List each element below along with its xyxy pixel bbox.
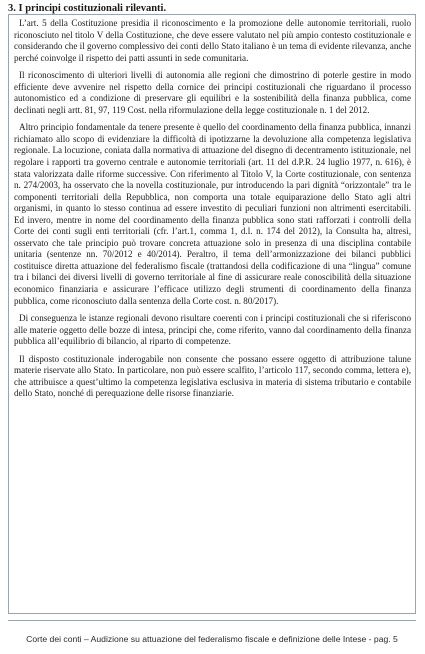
paragraph-2: Il riconoscimento di ulteriori livelli di autonomia alle regioni che dimostrino di poterle gestire in modo efficiente deve avvenire nel rispetto della cornice dei principi costituzionali che riguardano il processo autonomistico ed a condizione di preservare gli equilibri e la sostenibilità della finanza pubblica, come declinati negli artt. 81, 97, 119 Cost. nella riformulazione della legge costituzionale n. 1 del 2012. — [14, 70, 411, 115]
section-content — [8, 14, 416, 614]
paragraph-3: Altro principio fondamentale da tenere presente è quello del coordinamento della finanza pubblica, innanzi richiamato allo scopo di evidenziare la difficoltà di ipotizzarne la devoluzione alla competenza legislativa regionale. La locuzione, coniata dalla normativa di attuazione del disegno di decentramento istituzionale, nel regolare i rapporti tra governo centrale e autonomie territoriali (art. 11 del d.P.R. 24 luglio 1977, n. 616), è stata valorizzata dalle riforme successive. Con riferimento al Titolo V, la Corte costituzionale, con sentenza n. 274/2003, ha osservato che la novella costituzionale, pur introducendo la pari dignità “orizzontale” tra le componenti territoriali della Repubblica, non comporta una totale equiparazione dello Stato agli altri organismi, in quanto lo stesso continua ad essere investito di peculiari funzioni non altrimenti esercitabili. Ed invero, mentre in nome del coordinamento della finanza pubblica sono stati rafforzati i controlli della Corte dei conti sugli enti territoriali (cfr. l’art.1, comma 1, d.l. n. 174 del 2012), la Consulta ha, altresì, osservato che tale principio può trovare concreta attuazione solo in presenza di una disciplina contabile unitaria (sentenze nn. 70/2012 e 40/2014). Peraltro, il tema dell’armonizzazione dei bilanci pubblici costituisce diretta attuazione del federalismo fiscale (trattandosi della codificazione di una “lingua” comune tra i bilanci dei diversi livelli di governo territoriale al fine di assicurare reale conoscibilità della situazione economico finanziaria e assicurare l’efficace utilizzo degli strumenti di coordinamento della finanza pubblica, come riconosciuto dalla sentenza della Corte cost. n. 80/2017). — [14, 122, 411, 306]
section-heading: 3. I principi costituzionali rilevanti. — [8, 3, 167, 14]
paragraph-5: Il disposto costituzionale inderogabile non consente che possano essere oggetto di attribuzione talune materie riservate allo Stato. In particolare, non può essere scalfito, l’articolo 117, secondo comma, lettera e), che attribuisce a quest’ultimo la competenza legislativa esclusiva in materia di sistema tributario e contabile dello Stato, nonché di perequazione delle risorse finanziarie. — [14, 353, 411, 399]
paragraph-4: Di conseguenza le istanze regionali devono risultare coerenti con i principi costituzionali che si riferiscono alle materie oggetto delle bozze di intesa, principi che, come riferito, vanno dal coordinamento della finanza pubblica all’equilibrio di bilancio, al riparto di competenze. — [14, 313, 411, 347]
footer-divider — [8, 620, 416, 621]
paragraph-1: L’art. 5 della Costituzione presidia il riconoscimento e la promozione delle autonomie territoriali, ruolo riconosciuto nel titolo V della Costituzione, che deve essere valutato nel più ampio contesto costituzionale e considerando che il governo complessivo dei conti dello Stato italiano è un tema di evidente rilevanza, anche perché coinvolge il rispetto dei patti assunti in sede comunitaria. — [14, 18, 411, 63]
page-footer: Corte dei conti – Audizione su attuazione del federalismo fiscale e definizione delle Intese - pag. 5 — [26, 634, 398, 644]
